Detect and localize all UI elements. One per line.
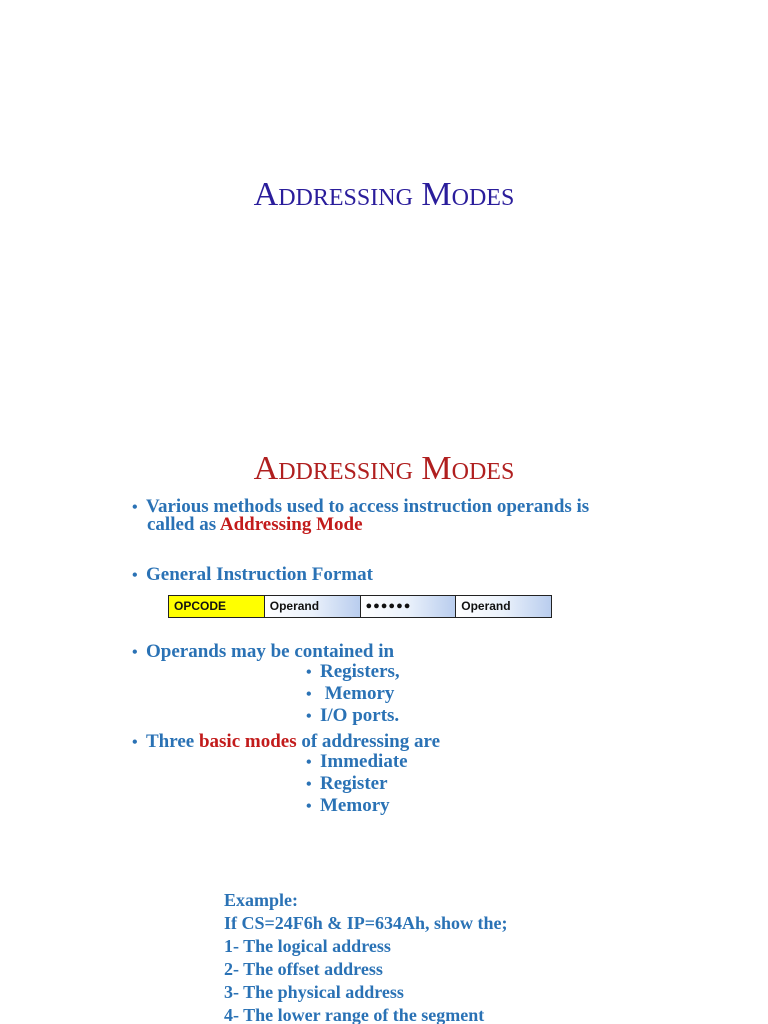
sub-bullet <box>306 796 390 817</box>
sub-bullet <box>306 706 399 727</box>
bullet-instruction-format <box>132 566 373 584</box>
bullet-text: Three <box>146 731 199 752</box>
example-item: 1- The logical address <box>224 936 391 956</box>
bullet-text: called as <box>147 514 220 535</box>
bullet-dot: • <box>132 499 138 516</box>
bullet-dot: • <box>306 664 312 681</box>
sub-bullet-text: Register <box>320 773 388 794</box>
example-question: If CS=24F6h & IP=634Ah, show the; <box>224 913 508 933</box>
bullet-dot: • <box>306 686 312 703</box>
bullet-dot: • <box>132 734 138 751</box>
sub-bullet <box>306 684 394 705</box>
bullet-dot: • <box>306 708 312 725</box>
example-item: 2- The offset address <box>224 959 383 979</box>
sub-bullet-text: Memory <box>320 683 395 704</box>
bullet-dot: • <box>306 754 312 771</box>
format-cell-opcode: OPCODE <box>169 596 264 617</box>
bullet-dot: • <box>132 644 138 661</box>
format-cell-ellipsis: ●●●●●● <box>360 596 456 617</box>
bullet-dot: • <box>132 567 138 584</box>
highlight-term: Addressing Mode <box>219 514 363 535</box>
sub-bullet <box>306 662 400 683</box>
bullet-text: General Instruction Format <box>146 564 373 585</box>
bullet-dot: • <box>306 776 312 793</box>
instruction-format-table <box>168 595 552 618</box>
example-item: 4- The lower range of the segment <box>224 1005 485 1024</box>
slide-title: Addressing Modes <box>253 176 515 213</box>
sub-bullet <box>306 774 388 795</box>
section-title: Addressing Modes <box>253 450 515 487</box>
format-cell-operand: Operand <box>455 596 551 617</box>
sub-bullet-text: Immediate <box>320 751 408 772</box>
example-heading: Example: <box>224 890 298 910</box>
bullet-text: of addressing are <box>296 731 440 752</box>
bullet-dot: • <box>306 798 312 815</box>
bullet-basic-modes <box>132 733 440 751</box>
bullet-operands <box>132 643 394 661</box>
format-cell-operand: Operand <box>264 596 360 617</box>
example-item: 3- The physical address <box>224 982 404 1002</box>
sub-bullet-text: Registers, <box>320 661 400 682</box>
sub-bullet <box>306 752 408 773</box>
sub-bullet-text: Memory <box>320 795 390 816</box>
bullet-text: Various methods used to access instruction operands is <box>146 496 590 517</box>
sub-bullet-text: I/O ports. <box>320 705 400 726</box>
bullet-text: Operands may be contained in <box>146 641 395 662</box>
bullet-definition-continued <box>147 516 363 533</box>
highlight-term: basic modes <box>198 731 297 752</box>
